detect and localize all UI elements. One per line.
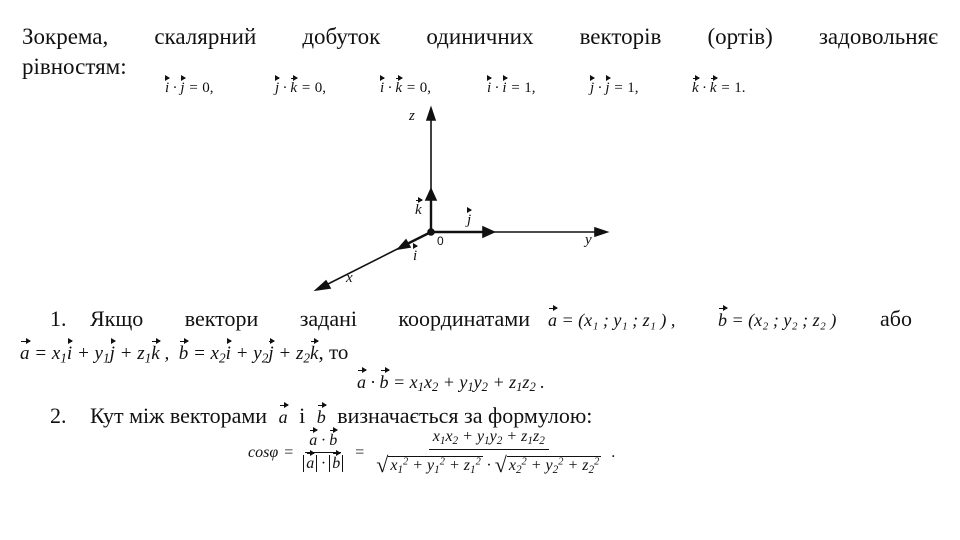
z-axis-arrowhead: [427, 108, 435, 120]
intro-word: одиничних: [426, 24, 534, 49]
x-axis-label: x: [346, 270, 353, 286]
intro-word: векторів: [579, 24, 662, 49]
y-axis-label: y: [585, 232, 592, 248]
cosine-formula: cosφ = $\frac{a \cdot b}{a \cdot b}$ = $\frac{x_1x_2 + y_1y_2 + z_1z_2}{√ x_1^2 + y_1^2 + z_1^2 \cdot √ x_2^2 + y_2^2 + z_2^2}$ .: [248, 428, 616, 477]
item-1-or: або: [880, 306, 912, 331]
cosine-symbol: cosφ: [248, 443, 279, 461]
dot-product-jj: j · j = 1,: [590, 80, 639, 96]
vector-decomposition: $a = x_1i + y_1j + z_1k$ , $b = x_2i + y_2j + z_2k$, то: [20, 340, 349, 366]
intro-word: Зокрема,: [22, 24, 109, 49]
k-vector-arrowhead: [426, 189, 436, 200]
x-axis-arrowhead: [316, 281, 330, 290]
j-vector-label: j: [467, 212, 472, 228]
item-2-number: 2.: [50, 403, 67, 428]
vector-b-definition: b = (x₂ ; y₂ ; z₂ ): [718, 310, 837, 330]
intro-line-2: рівностям:: [22, 54, 127, 79]
origin-point: [428, 229, 434, 235]
y-axis-arrowhead: [595, 228, 607, 236]
item-1-word: вектори: [184, 306, 259, 331]
cosine-right-fraction: $\frac{x_1x_2 + y_1y_2 + z_1z_2}{√ x_1^2 + y_1^2 + z_1^2 \cdot √ x_2^2 + y_2^2 + z_2^2}$: [376, 428, 600, 477]
i-vector-label: i: [413, 248, 418, 264]
i-vector-arrowhead: [398, 240, 410, 249]
cosine-left-fraction: $\frac{a \cdot b}{a \cdot b}$: [299, 432, 347, 473]
dot-product-formula: $a \cdot b = x_1x_2 + y_1y_2 + z_1z_2$ .: [357, 372, 545, 395]
dot-product-ij: i · j = 0,: [165, 80, 214, 96]
item-1-word: Якщо: [90, 306, 144, 331]
intro-word: (ортів): [707, 24, 773, 49]
item-1-word: координатами: [398, 306, 530, 331]
origin-label: 0: [437, 234, 444, 248]
dot-product-ii: i · i = 1,: [487, 80, 536, 96]
item-1-text: [90, 306, 530, 332]
item-1-number: 1.: [50, 306, 67, 331]
dot-product-jk: j · k = 0,: [275, 80, 326, 96]
k-vector-label: k: [415, 202, 422, 218]
z-axis-label: z: [409, 108, 415, 124]
item-2-text: Кут між векторами a і b визначається за формулою:: [90, 403, 593, 428]
intro-word: скалярний: [154, 24, 257, 49]
intro-word: задовольняє: [818, 24, 938, 49]
vector-a-definition: a = (x₁ ; y₁ ; z₁ ) ,: [548, 310, 676, 330]
dot-product-ik: i · k = 0,: [380, 80, 431, 96]
j-vector-arrowhead: [483, 227, 494, 237]
intro-word: добуток: [302, 24, 381, 49]
item-1-word: задані: [299, 306, 357, 331]
dot-product-kk: k · k = 1.: [692, 80, 746, 96]
